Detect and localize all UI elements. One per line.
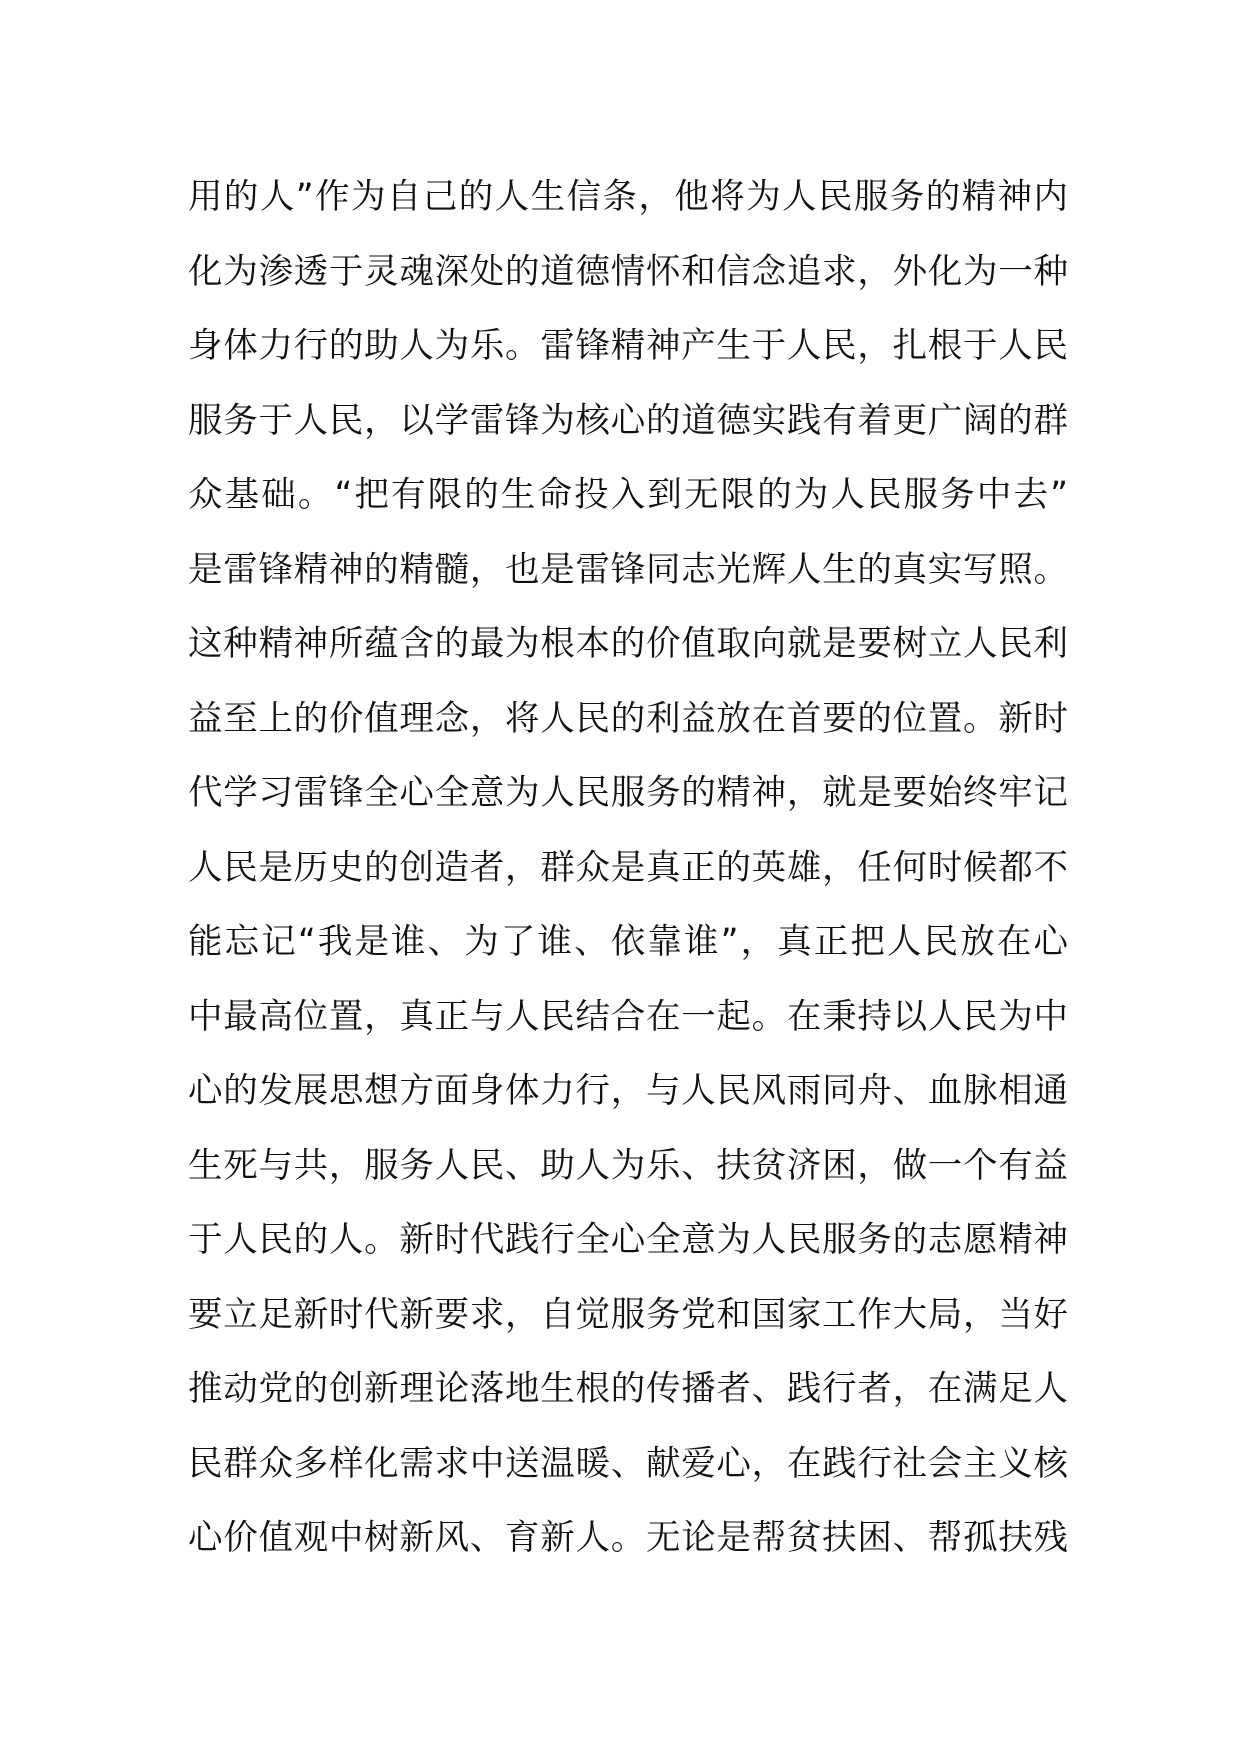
text-line: 生死与共，服务人民、助人为乐、扶贫济困，做一个有益 bbox=[188, 1145, 1068, 1186]
text-line: 心价值观中树新风、育新人。无论是帮贫扶困、帮孤扶残 bbox=[188, 1518, 1068, 1558]
text-line: 益至上的价值理念，将人民的利益放在首要的位置。新时 bbox=[188, 698, 1068, 739]
text-line: 代学习雷锋全心全意为人民服务的精神，就是要始终牢记 bbox=[188, 773, 1068, 813]
text-line: 推动党的创新理论落地生根的传播者、践行者，在满足人 bbox=[188, 1369, 1068, 1409]
text-line: 人民是历史的创造者，群众是真正的英雄，任何时候都不 bbox=[188, 847, 1068, 888]
text-line: 众基础。“把有限的生命投入到无限的为人民服务中去” bbox=[188, 475, 1068, 515]
text-line: 民群众多样化需求中送温暖、献爱心，在践行社会主义核 bbox=[188, 1443, 1068, 1484]
text-line: 能忘记“我是谁、为了谁、依靠谁”，真正把人民放在心 bbox=[188, 922, 1068, 962]
text-line: 服务于人民，以学雷锋为核心的道德实践有着更广阔的群 bbox=[188, 400, 1068, 441]
text-line: 是雷锋精神的精髓，也是雷锋同志光辉人生的真实写照。 bbox=[188, 549, 1068, 590]
text-line: 心的发展思想方面身体力行，与人民风雨同舟、血脉相通 bbox=[188, 1071, 1068, 1111]
text-line: 这种精神所蕴含的最为根本的价值取向就是要树立人民利 bbox=[188, 624, 1068, 664]
text-line: 化为渗透于灵魂深处的道德情怀和信念追求，外化为一种 bbox=[188, 251, 1068, 292]
text-line: 用的人”作为自己的人生信条，他将为人民服务的精神内 bbox=[188, 177, 1068, 217]
text-line: 中最高位置，真正与人民结合在一起。在秉持以人民为中 bbox=[188, 996, 1068, 1037]
text-line: 要立足新时代新要求，自觉服务党和国家工作大局，当好 bbox=[188, 1294, 1068, 1335]
text-line: 身体力行的助人为乐。雷锋精神产生于人民，扎根于人民 bbox=[188, 326, 1068, 366]
body-text bbox=[188, 160, 1068, 1576]
text-line: 于人民的人。新时代践行全心全意为人民服务的志愿精神 bbox=[188, 1220, 1068, 1260]
